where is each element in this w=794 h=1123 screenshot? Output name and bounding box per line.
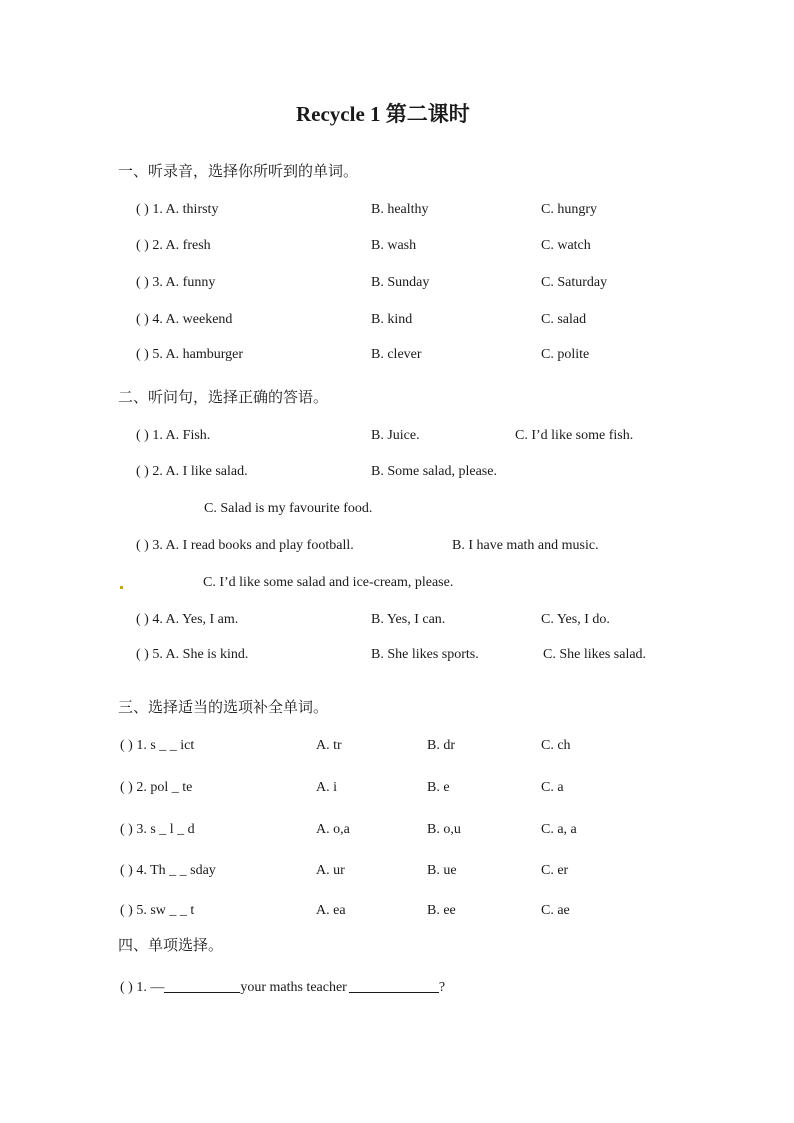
s2-q1-b: B. Juice. xyxy=(371,428,420,443)
s3-q4-num: ( ) 4. Th _ _ sday xyxy=(120,863,216,878)
s1-q3-b: B. Sunday xyxy=(371,275,430,290)
s2-q4-a: ( ) 4. A. Yes, I am. xyxy=(136,612,239,627)
section2-heading: 二、听问句，选择正确的答语。 xyxy=(118,390,329,406)
s2-q5-a: ( ) 5. A. She is kind. xyxy=(136,647,249,662)
s3-q4-a: A. ur xyxy=(316,863,345,878)
section4-heading: 四、单项选择。 xyxy=(118,938,224,954)
s1-q1-c: C. hungry xyxy=(541,202,597,217)
s2-q2-c: C. Salad is my favourite food. xyxy=(204,501,373,516)
s3-q3-num: ( ) 3. s _ l _ d xyxy=(120,822,195,837)
s1-q5-a: ( ) 5. A. hamburger xyxy=(136,347,244,362)
s4-q1-middle: your maths teacher xyxy=(240,980,347,995)
s2-q5-b: B. She likes sports. xyxy=(371,647,479,662)
s1-q2-b: B. wash xyxy=(371,238,417,253)
s1-q1-a: ( ) 1. A. thirsty xyxy=(136,202,219,217)
s1-q4-c: C. salad xyxy=(541,312,587,327)
s1-q5-c: C. polite xyxy=(541,347,590,362)
answer-blank-1 xyxy=(164,978,240,993)
s3-q3-a: A. o,a xyxy=(316,822,350,837)
s2-q3-c: C. I’d like some salad and ice-cream, please. xyxy=(203,575,454,590)
s2-q4-b: B. Yes, I can. xyxy=(371,612,446,627)
s3-q5-b: B. ee xyxy=(427,903,456,918)
s3-q1-a: A. tr xyxy=(316,738,342,753)
page-title: Recycle 1 第二课时 xyxy=(296,102,470,126)
s3-q5-a: A. ea xyxy=(316,903,346,918)
section3-heading: 三、选择适当的选项补全单词。 xyxy=(118,700,329,716)
s3-q1-num: ( ) 1. s _ _ ict xyxy=(120,738,195,753)
s4-q1-line xyxy=(120,978,445,996)
section1-heading: 一、听录音，选择你所听到的单词。 xyxy=(118,164,359,180)
s4-q1-prefix: ( ) 1. — xyxy=(120,980,165,995)
s3-q2-a: A. i xyxy=(316,780,337,795)
s1-q2-c: C. watch xyxy=(541,238,591,253)
s2-q2-b: B. Some salad, please. xyxy=(371,464,497,479)
answer-blank-2 xyxy=(349,978,439,993)
s1-q4-a: ( ) 4. A. weekend xyxy=(136,312,233,327)
s3-q2-c: C. a xyxy=(541,780,564,795)
s3-q4-b: B. ue xyxy=(427,863,457,878)
s3-q1-b: B. dr xyxy=(427,738,455,753)
s3-q5-num: ( ) 5. sw _ _ t xyxy=(120,903,195,918)
s1-q2-a: ( ) 2. A. fresh xyxy=(136,238,211,253)
s3-q2-b: B. e xyxy=(427,780,450,795)
s3-q5-c: C. ae xyxy=(541,903,570,918)
s2-q1-c: C. I’d like some fish. xyxy=(515,428,634,443)
s1-q3-a: ( ) 3. A. funny xyxy=(136,275,216,290)
s2-q2-a: ( ) 2. A. I like salad. xyxy=(136,464,248,479)
s3-q3-c: C. a, a xyxy=(541,822,577,837)
s2-q3-b: B. I have math and music. xyxy=(452,538,599,553)
s2-q5-c: C. She likes salad. xyxy=(543,647,647,662)
s2-q4-c: C. Yes, I do. xyxy=(541,612,610,627)
s1-q3-c: C. Saturday xyxy=(541,275,608,290)
s3-q2-num: ( ) 2. pol _ te xyxy=(120,780,193,795)
margin-dot xyxy=(120,586,123,589)
s3-q4-c: C. er xyxy=(541,863,569,878)
s2-q3-a: ( ) 3. A. I read books and play football. xyxy=(136,538,354,553)
s1-q5-b: B. clever xyxy=(371,347,422,362)
s1-q1-b: B. healthy xyxy=(371,202,429,217)
s2-q1-a: ( ) 1. A. Fish. xyxy=(136,428,211,443)
s1-q4-b: B. kind xyxy=(371,312,413,327)
s4-q1-end: ? xyxy=(438,980,446,995)
s3-q3-b: B. o,u xyxy=(427,822,461,837)
s3-q1-c: C. ch xyxy=(541,738,571,753)
